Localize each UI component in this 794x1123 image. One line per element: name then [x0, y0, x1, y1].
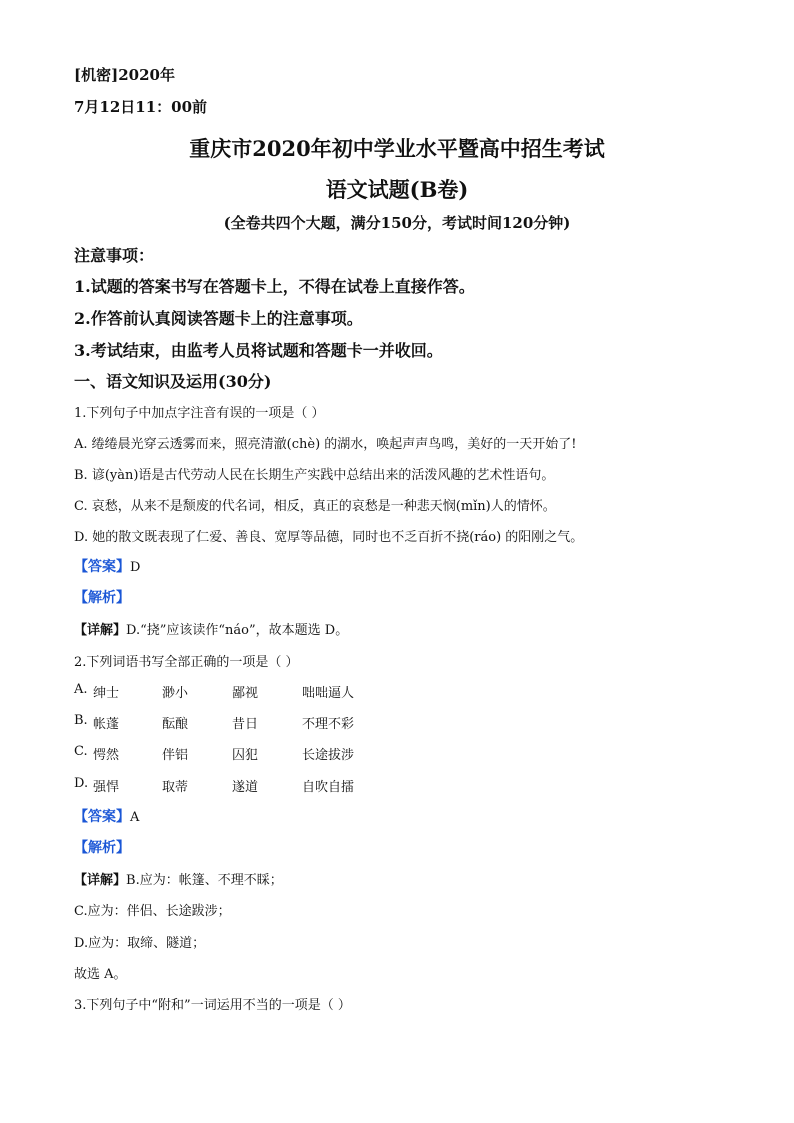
question-option: B. 谚(yàn)语是古代劳动人民在长期生产实践中总结出来的活泼风趣的艺术性语句。 — [74, 468, 555, 483]
option-label: A. — [74, 682, 88, 697]
option-word: 酝酿 — [162, 717, 189, 732]
option-word: 不理不彩 — [302, 717, 355, 732]
answer-value: A — [130, 810, 140, 825]
detail-text: D.应为：取缔、隧道； — [74, 936, 206, 951]
option-word: 强悍 — [93, 780, 120, 795]
confidential-label: [机密]2020年 — [74, 66, 175, 84]
option-label: B. — [74, 713, 88, 728]
detail-tag: 【详解】 — [74, 873, 127, 888]
option-word: 渺小 — [162, 686, 189, 701]
option-word: 绅士 — [93, 686, 120, 701]
answer-value: D — [130, 560, 141, 575]
detail-text: 故选 A。 — [74, 967, 127, 982]
option-word: 伴铝 — [162, 748, 189, 763]
question-stem: 3.下列句子中“附和”一词运用不当的一项是（ ） — [74, 998, 351, 1013]
analysis-tag: 【解析】 — [74, 590, 130, 606]
detail-tag: 【详解】 — [74, 623, 127, 638]
answer-tag: 【答案】 — [74, 809, 130, 825]
answer-row — [74, 556, 140, 576]
exam-subtitle: 语文试题(B卷) — [325, 177, 469, 202]
detail-row — [74, 619, 348, 638]
notice-item: 2.作答前认真阅读答题卡上的注意事项。 — [74, 309, 363, 328]
option-label: D. — [74, 776, 89, 791]
exam-title: 重庆市2020年初中学业水平暨高中招生考试 — [189, 136, 605, 161]
section-heading: 一、语文知识及运用(30分) — [74, 372, 272, 391]
analysis-row — [74, 837, 130, 857]
detail-text: B.应为：帐篷、不理不睬； — [126, 873, 283, 888]
notice-heading: 注意事项： — [74, 246, 155, 265]
option-word: 昔日 — [232, 717, 259, 732]
question-stem: 1.下列句子中加点字注音有误的一项是（ ） — [74, 406, 325, 421]
option-word: 取蒂 — [162, 780, 189, 795]
option-word: 自吹自擂 — [302, 780, 355, 795]
question-stem: 2.下列词语书写全部正确的一项是（ ） — [74, 655, 299, 670]
detail-text: D.“挠”应该读作“náo”，故本题选 D。 — [126, 623, 349, 638]
detail-text: C.应为：伴侣、长途跋涉； — [74, 904, 231, 919]
question-option: C. 哀愁，从来不是颓废的代名词，相反，真正的哀愁是一种悲天悯(mǐn)人的情怀。 — [74, 499, 556, 514]
analysis-row — [74, 587, 130, 607]
option-word: 愕然 — [93, 748, 120, 763]
notice-item: 1.试题的答案书写在答题卡上，不得在试卷上直接作答。 — [74, 277, 475, 296]
option-word: 鄙视 — [232, 686, 259, 701]
answer-row — [74, 806, 139, 826]
detail-row — [74, 869, 283, 888]
answer-tag: 【答案】 — [74, 559, 130, 575]
option-word: 囚犯 — [232, 748, 259, 763]
exam-note: (全卷共四个大题，满分150分，考试时间120分钟) — [223, 214, 571, 232]
option-word: 长途拔涉 — [302, 748, 355, 763]
notice-item: 3.考试结束，由监考人员将试题和答题卡一并收回。 — [74, 341, 443, 360]
option-word: 帐蓬 — [93, 717, 120, 732]
option-word: 遂道 — [232, 780, 259, 795]
analysis-tag: 【解析】 — [74, 840, 130, 856]
option-label: C. — [74, 744, 88, 759]
deadline-label: 7月12日11：00前 — [74, 98, 208, 116]
question-option: A. 绻绻晨光穿云透雾而来，照亮清澈(chè) 的湖水，唤起声声鸟鸣，美好的一天开始了! — [74, 437, 577, 452]
question-option: D. 她的散文既表现了仁爱、善良、宽厚等品德，同时也不乏百折不挠(ráo) 的阳刚之气。 — [74, 530, 584, 545]
option-word: 咄咄逼人 — [302, 686, 355, 701]
